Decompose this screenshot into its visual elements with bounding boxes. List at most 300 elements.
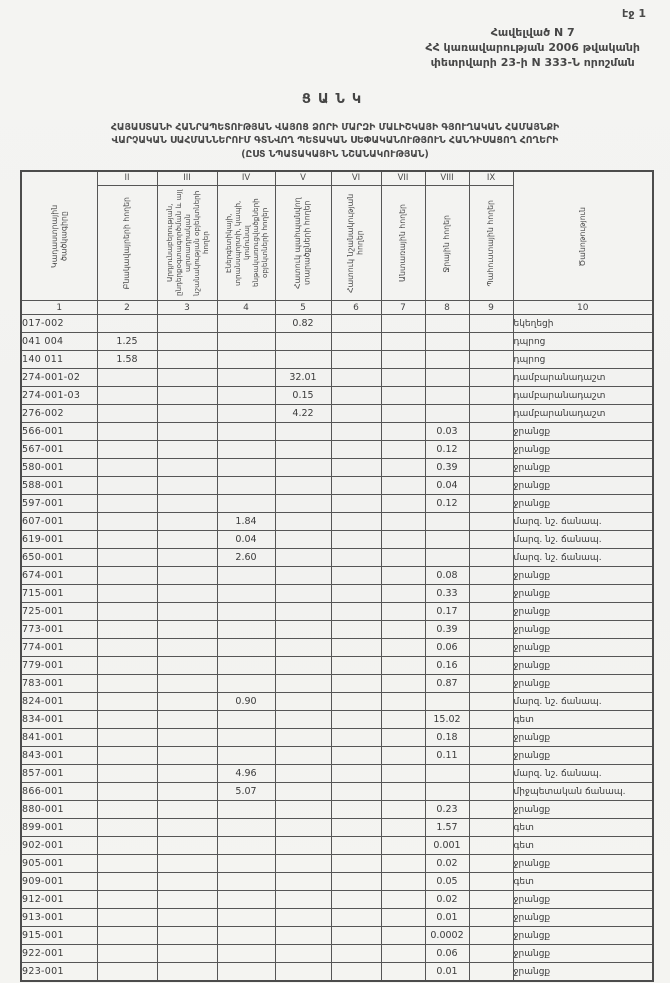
row-value	[469, 333, 513, 351]
row-value	[381, 369, 425, 387]
row-value	[425, 513, 469, 531]
row-value	[381, 621, 425, 639]
row-value	[331, 711, 381, 729]
row-value	[97, 873, 157, 891]
row-value	[381, 837, 425, 855]
row-value	[97, 387, 157, 405]
table-row	[21, 351, 653, 369]
table-row	[21, 657, 653, 675]
row-note: դամբարանադաշտ	[513, 369, 653, 387]
column-number: 5	[275, 301, 331, 315]
row-value	[275, 747, 331, 765]
roman-numeral: V	[276, 172, 331, 186]
table-row	[21, 927, 653, 945]
row-value	[97, 945, 157, 963]
row-value	[157, 945, 217, 963]
row-value	[381, 423, 425, 441]
row-value	[469, 423, 513, 441]
row-code: 913-001	[21, 909, 97, 927]
row-value: 0.17	[425, 603, 469, 621]
row-value	[381, 657, 425, 675]
row-value	[217, 495, 275, 513]
row-code: 607-001	[21, 513, 97, 531]
row-value	[157, 333, 217, 351]
row-value	[97, 729, 157, 747]
row-value	[469, 639, 513, 657]
row-value	[275, 927, 331, 945]
row-value	[97, 963, 157, 982]
row-code: 834-001	[21, 711, 97, 729]
row-code: 566-001	[21, 423, 97, 441]
row-value	[425, 333, 469, 351]
table-row	[21, 675, 653, 693]
row-value	[275, 531, 331, 549]
row-note: ջրանցք	[513, 909, 653, 927]
row-value	[97, 477, 157, 495]
row-value	[97, 639, 157, 657]
row-value	[217, 945, 275, 963]
column-header-label: Անտառային հողեր	[398, 204, 408, 283]
row-value	[469, 603, 513, 621]
row-value	[157, 621, 217, 639]
column-number: 2	[97, 301, 157, 315]
row-value	[469, 909, 513, 927]
row-value	[331, 693, 381, 711]
table-row	[21, 423, 653, 441]
table-row	[21, 639, 653, 657]
column-header-label: Ծանոթություն	[577, 206, 587, 267]
row-value	[381, 441, 425, 459]
row-note: ջրանցք	[513, 585, 653, 603]
annex-line-1: Հավելված N 7	[490, 26, 575, 39]
row-code: 841-001	[21, 729, 97, 747]
row-value	[97, 747, 157, 765]
land-table	[20, 170, 654, 982]
row-value	[275, 891, 331, 909]
row-value	[157, 693, 217, 711]
document-subtitle	[0, 121, 670, 161]
table-row	[21, 783, 653, 801]
row-value	[97, 369, 157, 387]
row-value	[157, 855, 217, 873]
column-number: 8	[425, 301, 469, 315]
row-value	[157, 873, 217, 891]
row-value: 0.02	[425, 891, 469, 909]
row-value	[469, 927, 513, 945]
row-value	[469, 441, 513, 459]
row-note: ջրանցք	[513, 927, 653, 945]
table-row	[21, 405, 653, 423]
row-code: 674-001	[21, 567, 97, 585]
row-value: 1.58	[97, 351, 157, 369]
row-code: 909-001	[21, 873, 97, 891]
row-value	[157, 603, 217, 621]
annex-line-3: փետրվարի 23-ի N 333-Ն որոշման	[430, 55, 635, 69]
row-value	[157, 747, 217, 765]
row-code: 843-001	[21, 747, 97, 765]
row-value	[217, 837, 275, 855]
row-value: 0.39	[425, 621, 469, 639]
row-value	[275, 693, 331, 711]
row-note: ջրանցք	[513, 855, 653, 873]
row-value	[157, 909, 217, 927]
row-value: 0.23	[425, 801, 469, 819]
row-note: ջրանցք	[513, 729, 653, 747]
row-value	[469, 567, 513, 585]
row-note: միջպետական ճանապ.	[513, 783, 653, 801]
column-number: 4	[217, 301, 275, 315]
row-value	[331, 477, 381, 495]
row-value	[331, 639, 381, 657]
row-value	[469, 459, 513, 477]
row-value	[217, 585, 275, 603]
row-code: 866-001	[21, 783, 97, 801]
header-water-lands	[425, 171, 469, 301]
row-value	[331, 963, 381, 982]
row-value	[97, 693, 157, 711]
row-note: դամբարանադաշտ	[513, 405, 653, 423]
row-value	[331, 873, 381, 891]
row-value	[275, 477, 331, 495]
row-value	[97, 549, 157, 567]
row-value	[97, 891, 157, 909]
row-note: դպրոց	[513, 351, 653, 369]
row-value	[217, 819, 275, 837]
row-code: 274-001-03	[21, 387, 97, 405]
row-value	[425, 387, 469, 405]
row-value	[97, 855, 157, 873]
row-value	[97, 765, 157, 783]
row-value	[331, 891, 381, 909]
row-value	[217, 855, 275, 873]
row-value	[97, 405, 157, 423]
row-value	[331, 621, 381, 639]
row-value	[97, 459, 157, 477]
row-code: 912-001	[21, 891, 97, 909]
row-value: 4.96	[217, 765, 275, 783]
row-code: 274-001-02	[21, 369, 97, 387]
row-value	[157, 423, 217, 441]
row-code: 580-001	[21, 459, 97, 477]
row-value	[381, 549, 425, 567]
row-value	[381, 459, 425, 477]
table-row	[21, 963, 653, 982]
row-value	[217, 891, 275, 909]
row-value	[217, 405, 275, 423]
row-value	[331, 423, 381, 441]
table-header	[21, 171, 653, 315]
table-row	[21, 801, 653, 819]
row-value	[97, 711, 157, 729]
row-value	[331, 801, 381, 819]
row-note: ջրանցք	[513, 801, 653, 819]
table-row	[21, 729, 653, 747]
row-value	[469, 765, 513, 783]
row-value	[97, 441, 157, 459]
row-note: ջրանցք	[513, 747, 653, 765]
subtitle-line-3: (ԸՍՏ ՆՊԱՏԱԿԱՅԻՆ ՆՇԱՆԱԿՈՒԹՅԱՆ)	[241, 148, 429, 160]
row-value	[381, 819, 425, 837]
table-row	[21, 891, 653, 909]
table-row	[21, 747, 653, 765]
roman-numeral: II	[98, 172, 157, 186]
row-value	[157, 963, 217, 982]
row-value	[469, 621, 513, 639]
row-value	[157, 513, 217, 531]
row-value	[217, 477, 275, 495]
row-value	[97, 657, 157, 675]
row-value	[331, 657, 381, 675]
row-value	[217, 369, 275, 387]
row-value	[381, 891, 425, 909]
column-header-label: Կադաստրային ծածկագիրը	[49, 204, 69, 268]
row-value	[97, 531, 157, 549]
row-value	[381, 711, 425, 729]
row-value	[217, 801, 275, 819]
row-value: 0.87	[425, 675, 469, 693]
row-note: ջրանցք	[513, 477, 653, 495]
row-value	[381, 873, 425, 891]
roman-numeral: VI	[332, 172, 381, 186]
table-row	[21, 837, 653, 855]
row-value	[275, 585, 331, 603]
row-value	[275, 567, 331, 585]
row-value	[275, 621, 331, 639]
row-value	[469, 963, 513, 982]
row-value	[275, 837, 331, 855]
row-value: 1.57	[425, 819, 469, 837]
row-value	[469, 351, 513, 369]
column-header-label: Բնակավայրերի հողեր	[122, 197, 132, 290]
row-value	[275, 333, 331, 351]
row-value	[469, 783, 513, 801]
column-header-label: Էներգետիկայի, տրանսպորտի, կապի, կոմունալ ենթակառուցվածքների օբյեկտների հողեր	[223, 199, 269, 288]
row-code: 588-001	[21, 477, 97, 495]
row-note: ջրանցք	[513, 945, 653, 963]
row-value: 32.01	[275, 369, 331, 387]
row-value: 0.03	[425, 423, 469, 441]
row-value	[331, 585, 381, 603]
row-value	[331, 945, 381, 963]
row-code: 773-001	[21, 621, 97, 639]
row-value: 0.04	[217, 531, 275, 549]
row-value	[157, 639, 217, 657]
row-value	[331, 405, 381, 423]
row-note: ջրանցք	[513, 675, 653, 693]
header-settlement-lands	[97, 171, 157, 301]
row-value	[275, 513, 331, 531]
header-row	[21, 171, 653, 301]
row-value	[381, 513, 425, 531]
row-value	[157, 675, 217, 693]
row-value	[425, 531, 469, 549]
row-value	[381, 351, 425, 369]
row-value: 0.12	[425, 495, 469, 513]
row-code: 041 004	[21, 333, 97, 351]
row-value	[217, 387, 275, 405]
table-row	[21, 603, 653, 621]
row-value	[331, 747, 381, 765]
row-note: մարզ. նշ. ճանապ.	[513, 513, 653, 531]
row-value	[97, 585, 157, 603]
row-note: ջրանցք	[513, 963, 653, 982]
row-note: ջրանցք	[513, 423, 653, 441]
row-value	[331, 315, 381, 333]
row-value	[217, 441, 275, 459]
row-value	[97, 837, 157, 855]
row-value	[381, 693, 425, 711]
column-number-row	[21, 301, 653, 315]
page-number: էջ 1	[622, 7, 646, 20]
row-value	[381, 405, 425, 423]
row-value	[275, 657, 331, 675]
row-value	[97, 927, 157, 945]
row-note: ջրանցք	[513, 657, 653, 675]
row-value	[97, 783, 157, 801]
row-value	[331, 819, 381, 837]
row-note: մարզ. նշ. ճանապ.	[513, 549, 653, 567]
row-value: 0.18	[425, 729, 469, 747]
row-value	[331, 459, 381, 477]
row-code: 922-001	[21, 945, 97, 963]
row-value	[381, 963, 425, 982]
column-number: 9	[469, 301, 513, 315]
row-value	[469, 549, 513, 567]
row-value	[217, 711, 275, 729]
row-value	[331, 837, 381, 855]
row-value: 0.01	[425, 963, 469, 982]
row-code: 140 011	[21, 351, 97, 369]
row-value	[331, 567, 381, 585]
header-protected-lands	[275, 171, 331, 301]
row-value	[97, 513, 157, 531]
row-value	[275, 945, 331, 963]
row-note: ջրանցք	[513, 621, 653, 639]
row-value: 1.25	[97, 333, 157, 351]
row-value	[157, 549, 217, 567]
row-value	[97, 315, 157, 333]
row-value	[469, 873, 513, 891]
table-row	[21, 495, 653, 513]
row-code: 905-001	[21, 855, 97, 873]
subtitle-line-2: ՎԱՐՉԱԿԱՆ ՍԱՀՄԱՆՆԵՐՈՒՄ ԳՏՆՎՈՂ ՊԵՏԱԿԱՆ ՍԵՓԱԿԱՆՈՒԹՅՈՒՆ ՀԱՆԴԻՍԱՑՈՂ ՀՈՂԵՐԻ	[111, 135, 559, 147]
header-energy-transport-lands	[217, 171, 275, 301]
row-value	[97, 801, 157, 819]
row-note: գետ	[513, 873, 653, 891]
row-value	[157, 567, 217, 585]
row-note: ջրանցք	[513, 603, 653, 621]
table-row	[21, 909, 653, 927]
row-value	[157, 765, 217, 783]
row-value	[275, 495, 331, 513]
row-value	[275, 711, 331, 729]
row-value	[157, 783, 217, 801]
row-value	[157, 495, 217, 513]
row-value	[275, 855, 331, 873]
row-value	[425, 405, 469, 423]
row-value: 0.82	[275, 315, 331, 333]
row-value	[469, 711, 513, 729]
table-row	[21, 513, 653, 531]
row-value	[381, 927, 425, 945]
row-value	[217, 927, 275, 945]
column-number: 10	[513, 301, 653, 315]
column-number: 7	[381, 301, 425, 315]
row-value	[275, 963, 331, 982]
row-note: ջրանցք	[513, 639, 653, 657]
row-value	[469, 315, 513, 333]
row-value	[217, 567, 275, 585]
column-header-label: Հատուկ նշանակության հողեր	[346, 193, 365, 293]
table-row	[21, 549, 653, 567]
row-value	[97, 909, 157, 927]
row-value	[275, 909, 331, 927]
row-value	[275, 459, 331, 477]
column-header-label: Արդյունաբերության, ընդերքօգտագործման և այլ արտադրական նշանակության օբյեկտների հողեր	[164, 190, 210, 297]
header-cadastral-code	[21, 171, 97, 301]
row-note: եկեղեցի	[513, 315, 653, 333]
row-value	[469, 801, 513, 819]
row-value	[381, 387, 425, 405]
row-value: 0.39	[425, 459, 469, 477]
row-value	[217, 333, 275, 351]
row-value	[157, 351, 217, 369]
column-header-label: Պահուստային հողեր	[486, 200, 496, 287]
row-value	[469, 585, 513, 603]
row-value	[381, 333, 425, 351]
row-value	[275, 819, 331, 837]
row-value	[469, 495, 513, 513]
header-note	[513, 171, 653, 301]
row-value	[425, 783, 469, 801]
column-header-label: Ջրային հողեր	[442, 214, 452, 273]
row-value: 0.001	[425, 837, 469, 855]
table-row	[21, 945, 653, 963]
row-value	[217, 423, 275, 441]
header-forest-lands	[381, 171, 425, 301]
row-value	[381, 729, 425, 747]
row-note: մարզ. նշ. ճանապ.	[513, 531, 653, 549]
row-value	[469, 945, 513, 963]
row-value	[157, 585, 217, 603]
row-value	[157, 657, 217, 675]
row-value	[381, 909, 425, 927]
row-note: գետ	[513, 819, 653, 837]
row-value	[217, 351, 275, 369]
row-value	[275, 441, 331, 459]
row-value	[381, 765, 425, 783]
row-value: 0.15	[275, 387, 331, 405]
row-code: 899-001	[21, 819, 97, 837]
row-value: 0.33	[425, 585, 469, 603]
row-value	[275, 801, 331, 819]
header-industrial-lands	[157, 171, 217, 301]
column-header-label: Հատուկ պահպանվող տարածքների հողեր	[293, 197, 312, 290]
row-value	[425, 315, 469, 333]
row-value	[331, 549, 381, 567]
row-note: մարզ. նշ. ճանապ.	[513, 765, 653, 783]
row-value	[331, 333, 381, 351]
row-value	[97, 675, 157, 693]
row-value	[381, 801, 425, 819]
row-value: 0.0002	[425, 927, 469, 945]
row-value	[381, 783, 425, 801]
row-value	[275, 765, 331, 783]
row-value: 0.02	[425, 855, 469, 873]
row-code: 017-002	[21, 315, 97, 333]
row-value	[217, 963, 275, 982]
row-value	[217, 873, 275, 891]
